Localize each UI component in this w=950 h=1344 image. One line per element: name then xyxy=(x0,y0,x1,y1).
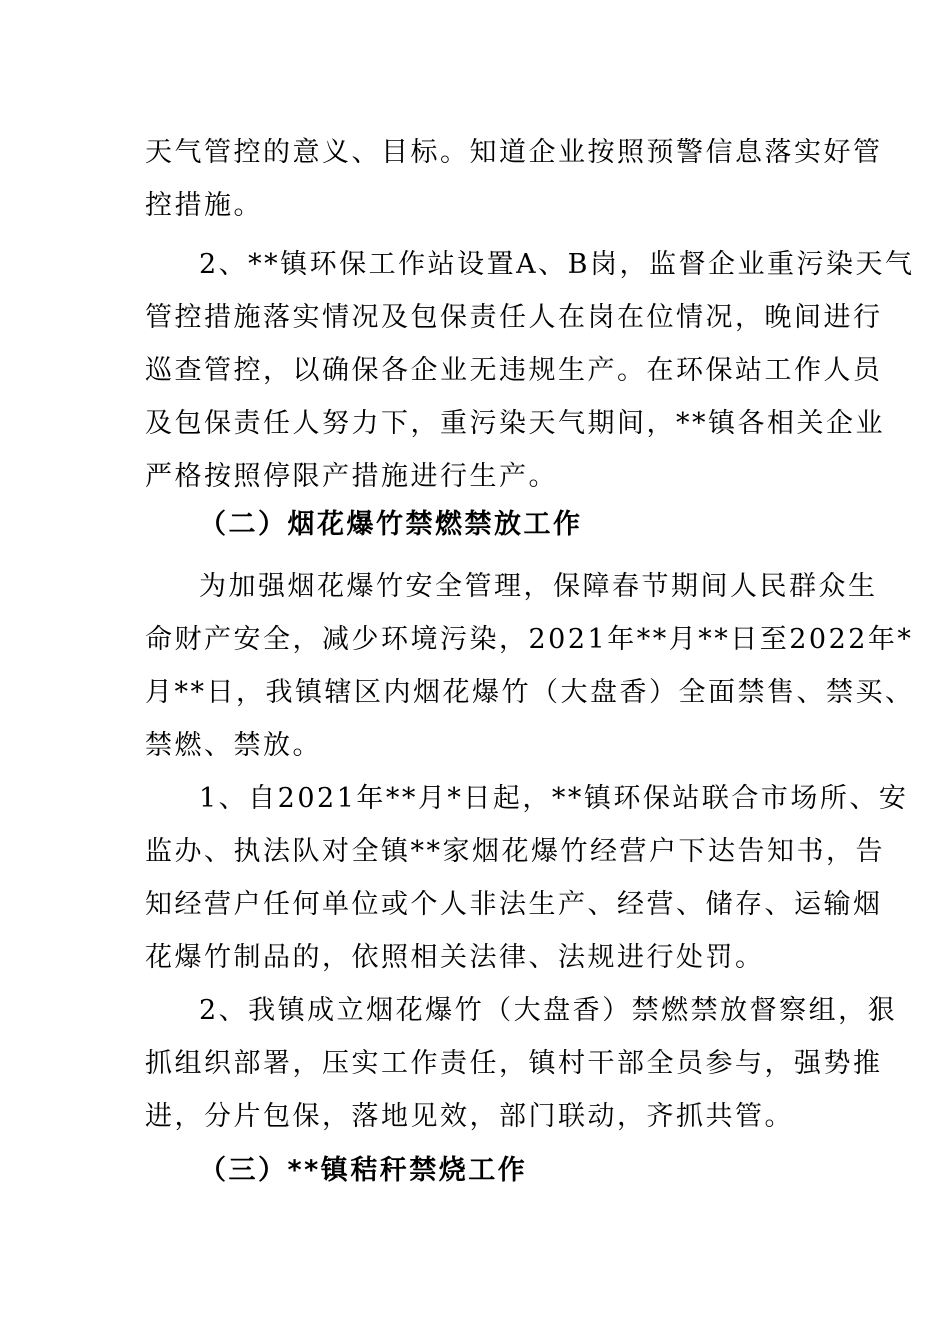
paragraph-line: 为加强烟花爆竹安全管理，保障春节期间人民群众生 xyxy=(199,571,878,602)
section-heading-straw-burning: （三）**镇秸秆禁烧工作 xyxy=(199,1155,528,1186)
paragraph-line: 抓组织部署，压实工作责任，镇村干部全员参与，强势推 xyxy=(145,1048,883,1079)
paragraph-fireworks-intro xyxy=(145,560,915,772)
paragraph-continuation xyxy=(145,126,883,232)
paragraph-line: 天气管控的意义、目标。知道企业按照预警信息落实好管 xyxy=(145,137,883,168)
paragraph-line: 月**日，我镇辖区内烟花爆竹（大盘香）全面禁售、禁买、 xyxy=(145,677,915,708)
paragraph-fireworks-item-2 xyxy=(145,984,898,1143)
paragraph-line: 及包保责任人努力下，重污染天气期间，**镇各相关企业 xyxy=(145,408,885,439)
paragraph-line: 禁燃、禁放。 xyxy=(145,730,322,761)
paragraph-line: 巡查管控，以确保各企业无违规生产。在环保站工作人员 xyxy=(145,355,883,386)
paragraph-line: 知经营户任何单位或个人非法生产、经营、储存、运输烟 xyxy=(145,889,883,920)
paragraph-fireworks-item-1 xyxy=(145,772,909,984)
paragraph-line: 监办、执法队对全镇**家烟花爆竹经营户下达告知书，告 xyxy=(145,836,885,867)
section-heading-fireworks: （二）烟花爆竹禁燃禁放工作 xyxy=(199,509,583,540)
paragraph-line: 控措施。 xyxy=(145,190,263,221)
paragraph-line: 花爆竹制品的，依照相关法律、法规进行处罚。 xyxy=(145,942,765,973)
paragraph-line: 命财产安全，减少环境污染，2021年**月**日至2022年* xyxy=(145,624,914,655)
paragraph-line: 管控措施落实情况及包保责任人在岗在位情况，晚间进行 xyxy=(145,302,883,333)
paragraph-line: 进，分片包保，落地见效，部门联动，齐抓共管。 xyxy=(145,1101,794,1132)
paragraph-line: 1、自2021年**月*日起，**镇环保站联合市场所、安 xyxy=(199,783,909,814)
paragraph-line: 严格按照停限产措施进行生产。 xyxy=(145,461,558,492)
paragraph-line: 2、我镇成立烟花爆竹（大盘香）禁燃禁放督察组，狠 xyxy=(199,995,898,1026)
paragraph-line: 2、**镇环保工作站设置A、B岗，监督企业重污染天气 xyxy=(199,249,915,280)
paragraph-ab-posts xyxy=(145,238,915,503)
